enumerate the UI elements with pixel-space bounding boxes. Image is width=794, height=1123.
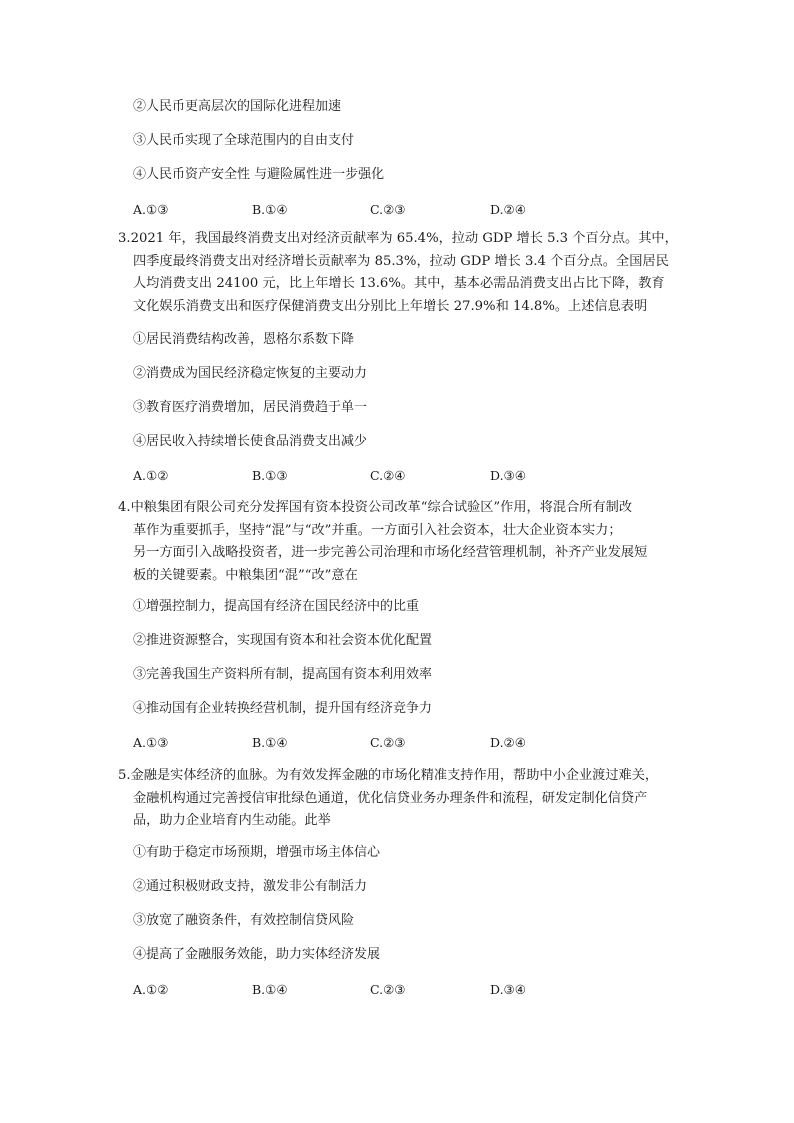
- q5-option-3: ③放宽了融资条件，有效控制信贷风险: [133, 913, 355, 928]
- q4-option-4: ④推动国有企业转换经营机制，提升国有经济竞争力: [133, 701, 433, 716]
- q3-choice-c: C.②④: [370, 468, 406, 483]
- q3-option-3: ③教育医疗消费增加，居民消费趋于单一: [133, 400, 368, 415]
- q3-stem-line: 四季度最终消费支出对经济增长贡献率为 85.3%，拉动 GDP 增长 3.4 个百分点。全国居民: [133, 253, 669, 269]
- q2-choice-d: D.②④: [490, 202, 526, 217]
- q5-choices: [133, 982, 553, 998]
- q4-stem-line: 另一方面引入战略投资者，进一步完善公司治理和市场化经营管理机制，补齐产业发展短: [133, 545, 648, 560]
- q5-choice-d: D.③④: [490, 982, 526, 997]
- q2-choice-b: B.①④: [252, 202, 288, 217]
- q2-option-2: ②人民币更高层次的国际化进程加速: [133, 99, 342, 114]
- q4-stem-line: 革作为重要抓手，坚持“混”与“改”并重。一方面引入社会资本，壮大企业资本实力；: [133, 522, 622, 538]
- q5-stem: [118, 765, 678, 833]
- q3-stem: [118, 228, 678, 318]
- q3-stem-line: 人均消费支出 24100 元，比上年增长 13.6%。其中，基本必需品消费支出占比下降，教育: [133, 276, 665, 291]
- q4-choice-c: C.②③: [370, 735, 406, 750]
- q4-stem: [118, 497, 678, 587]
- q4-option-1: ①增强控制力，提高国有经济在国民经济中的比重: [133, 599, 420, 614]
- q3-choice-b: B.①③: [252, 468, 288, 483]
- q2-option-4: ④人民币资产安全性 与避险属性进一步强化: [133, 167, 385, 182]
- q4-option-2: ②推进资源整合，实现国有资本和社会资本优化配置: [133, 633, 433, 648]
- q4-option-3: ③完善我国生产资料所有制，提高国有资本利用效率: [133, 667, 433, 682]
- q5-stem-line: 5.金融是实体经济的血脉。为有效发挥金融的市场化精准支持作用，帮助中小企业渡过难关，: [118, 768, 659, 783]
- q2-choice-c: C.②③: [370, 202, 406, 217]
- q4-stem-line: 4.中粮集团有限公司充分发挥国有资本投资公司改革“综合试验区”作用，将混合所有制改: [118, 500, 632, 515]
- q5-stem-line: 金融机构通过完善授信审批绿色通道，优化信贷业务办理条件和流程，研发定制化信贷产: [133, 790, 648, 806]
- q4-choice-a: A.①③: [133, 735, 169, 750]
- q2-choice-a: A.①③: [133, 202, 169, 217]
- q2-choices: [133, 202, 553, 218]
- q5-choice-c: C.②③: [370, 982, 406, 997]
- q4-choices: [133, 735, 553, 751]
- q5-choice-b: B.①④: [252, 982, 288, 997]
- q4-choice-b: B.①④: [252, 735, 288, 750]
- q5-option-4: ④提高了金融服务效能，助力实体经济发展: [133, 947, 381, 962]
- q3-choice-a: A.①②: [133, 468, 169, 483]
- q5-stem-line: 品，助力企业培育内生动能。此举: [133, 813, 331, 828]
- q5-choice-a: A.①②: [133, 982, 169, 997]
- q3-option-1: ①居民消费结构改善，恩格尔系数下降: [133, 332, 355, 347]
- q2-option-3: ③人民币实现了全球范围内的自由支付: [133, 133, 355, 148]
- q3-choice-d: D.③④: [490, 468, 526, 483]
- q4-choice-d: D.②④: [490, 735, 526, 750]
- q3-choices: [133, 468, 553, 484]
- q5-option-1: ①有助于稳定市场预期，增强市场主体信心: [133, 845, 381, 860]
- q3-stem-line: 文化娱乐消费支出和医疗保健消费支出分别比上年增长 27.9%和 14.8%。上述信息表明: [133, 298, 648, 314]
- q3-option-2: ②消费成为国民经济稳定恢复的主要动力: [133, 366, 368, 381]
- q4-stem-line: 板的关键要素。中粮集团“混”“改”意在: [133, 567, 358, 583]
- q5-option-2: ②通过积极财政支持，激发非公有制活力: [133, 879, 368, 894]
- q3-stem-line: 3.2021 年，我国最终消费支出对经济贡献率为 65.4%，拉动 GDP 增长 5.3 个百分点。其中，: [118, 231, 678, 246]
- q3-option-4: ④居民收入持续增长使食品消费支出减少: [133, 434, 368, 449]
